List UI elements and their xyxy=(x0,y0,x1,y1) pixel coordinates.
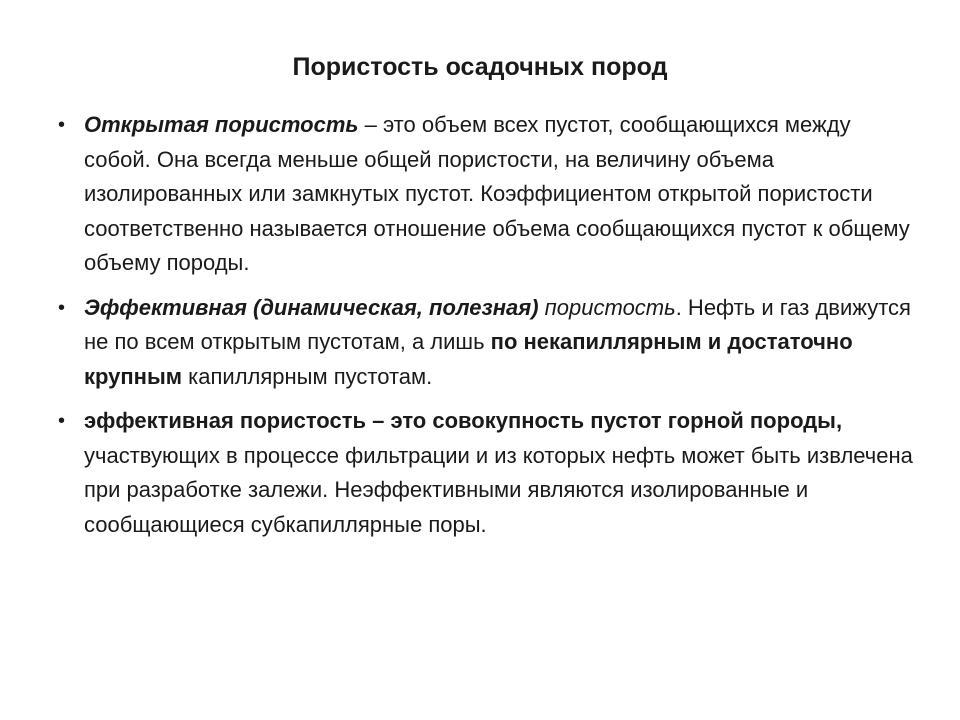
bullet-icon: • xyxy=(58,410,66,432)
bullet-effective-definition xyxy=(58,404,914,542)
bullet-icon: • xyxy=(58,114,66,136)
open-porosity-definition: – это объем всех пустот, сообщающихся между собой. Она всегда меньше общей пористости, на величину объема изолированных или замкнутых пустот. Коэффициентом открытой пористости соответственно называется отношение объема сообщающихся пустот к общему объему породы. xyxy=(84,112,910,275)
effective-porosity-text: . Нефть и газ движутся не по всем открытым пустотам, а лишь xyxy=(84,294,911,354)
bullet-list xyxy=(58,108,914,552)
bullet-icon: • xyxy=(58,296,66,319)
effective-definition-text: участвующих в процессе фильтрации и из которых нефть может быть извлечена при разработке залежи. Неэффективными являются изолированные и сообщающиеся субкапиллярные поры. xyxy=(84,442,913,537)
emphasis-large-pores: по некапиллярным и достаточно крупным xyxy=(84,329,853,389)
term-effective-definition: эффективная пористость – это совокупность пустот горной породы, xyxy=(84,408,843,433)
bullet-open-porosity xyxy=(58,108,914,281)
bullet-effective-porosity xyxy=(58,291,914,395)
term-porosity: пористость xyxy=(544,294,676,320)
term-open-porosity: Открытая пористость xyxy=(84,112,359,137)
term-effective-porosity: Эффективная (динамическая, полезная) xyxy=(84,294,539,320)
slide-title: Пористость осадочных пород xyxy=(292,53,668,81)
effective-porosity-tail: капиллярным пустотам. xyxy=(182,363,433,389)
